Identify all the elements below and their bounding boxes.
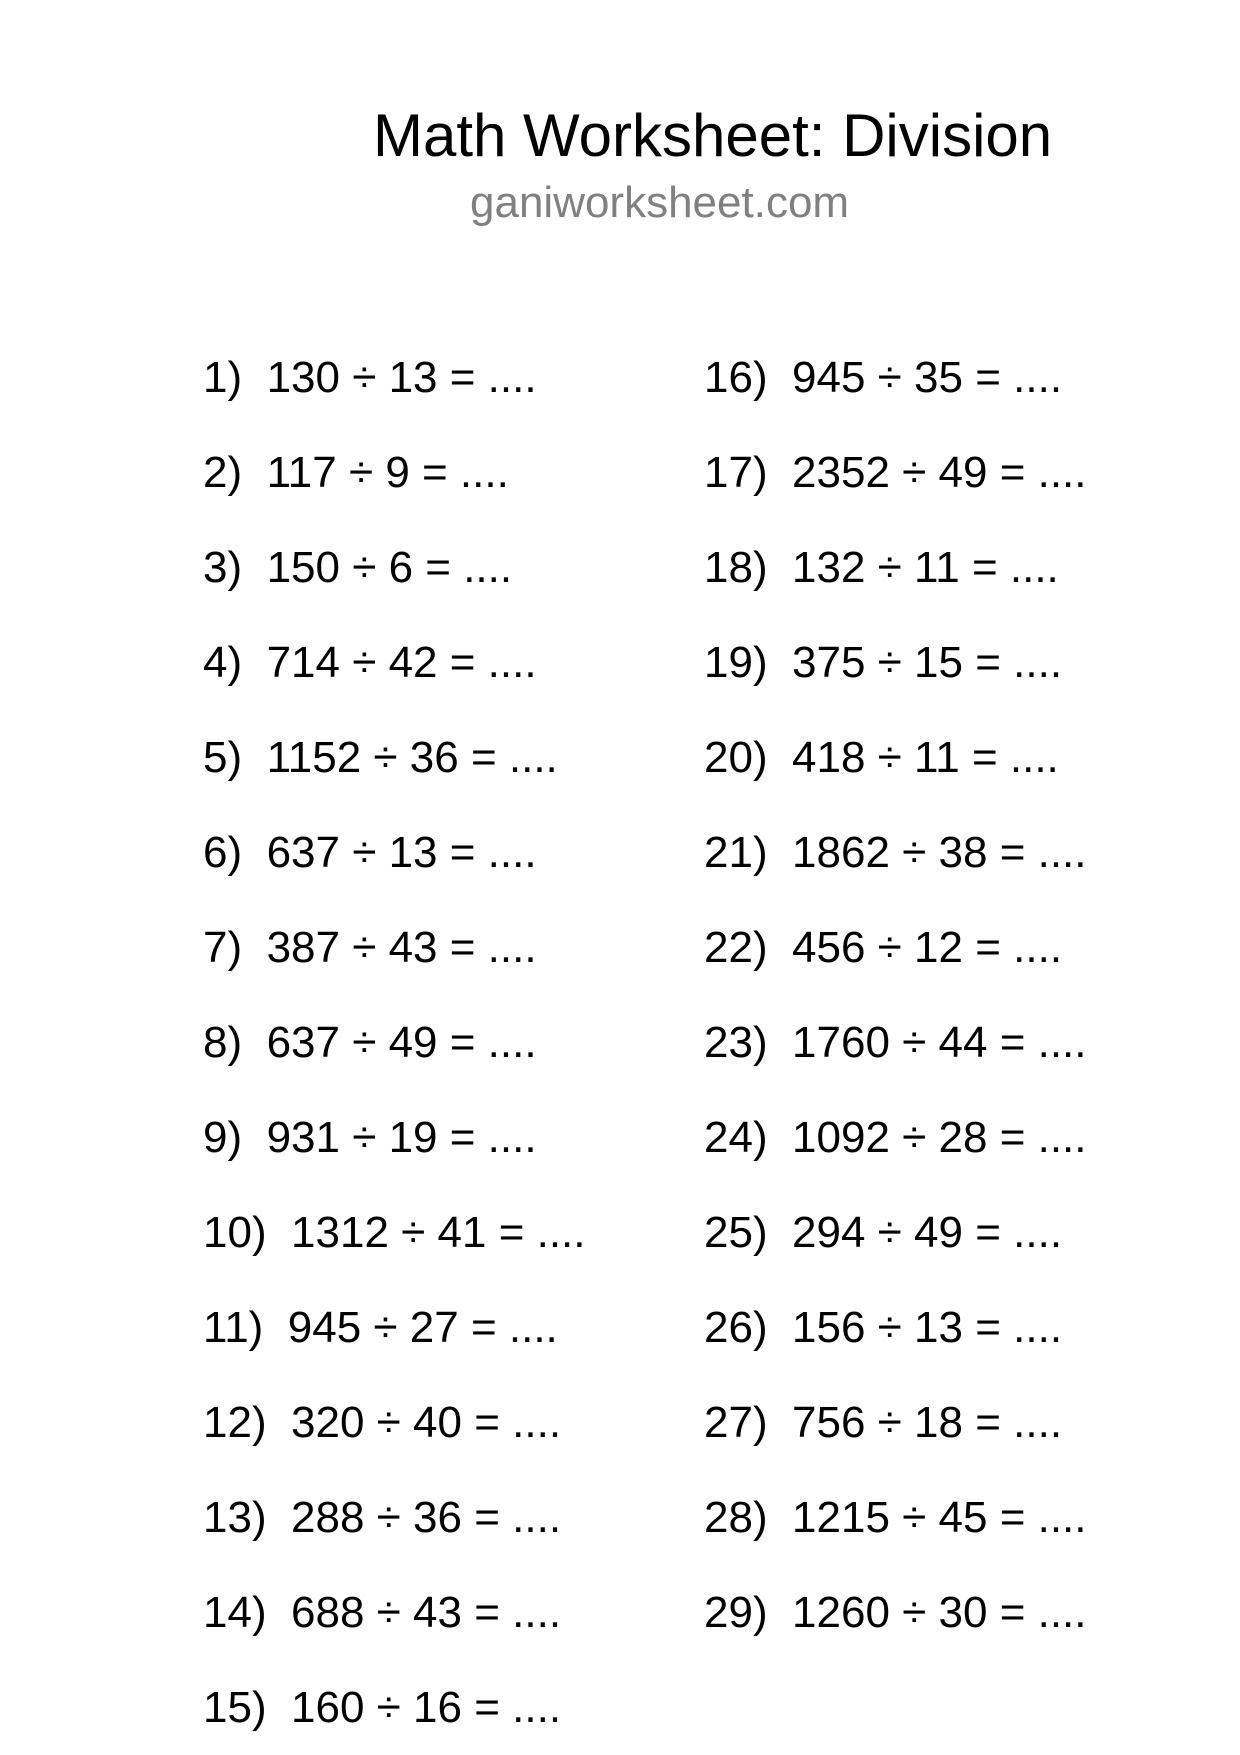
problem-1: 1) 130 ÷ 13 = .... — [203, 353, 537, 402]
problem-19: 19) 375 ÷ 15 = .... — [704, 638, 1063, 687]
problem-7: 7) 387 ÷ 43 = .... — [203, 923, 537, 972]
problem-9: 9) 931 ÷ 19 = .... — [203, 1113, 537, 1162]
problem-29: 29) 1260 ÷ 30 = .... — [704, 1588, 1087, 1637]
problem-22: 22) 456 ÷ 12 = .... — [704, 923, 1063, 972]
problem-8: 8) 637 ÷ 49 = .... — [203, 1018, 537, 1067]
problem-23: 23) 1760 ÷ 44 = .... — [704, 1018, 1087, 1067]
problem-column-left — [203, 330, 586, 1755]
problem-21: 21) 1862 ÷ 38 = .... — [704, 828, 1087, 877]
problem-24: 24) 1092 ÷ 28 = .... — [704, 1113, 1087, 1162]
problem-15: 15) 160 ÷ 16 = .... — [203, 1683, 562, 1732]
problem-6: 6) 637 ÷ 13 = .... — [203, 828, 537, 877]
problem-2: 2) 117 ÷ 9 = .... — [203, 448, 509, 497]
problem-11: 11) 945 ÷ 27 = .... — [203, 1303, 558, 1352]
problem-column-right — [704, 330, 1087, 1660]
problem-18: 18) 132 ÷ 11 = .... — [704, 543, 1059, 592]
problem-4: 4) 714 ÷ 42 = .... — [203, 638, 537, 687]
site-subtitle: ganiworksheet.com — [470, 178, 850, 227]
problem-13: 13) 288 ÷ 36 = .... — [203, 1493, 562, 1542]
problem-20: 20) 418 ÷ 11 = .... — [704, 733, 1059, 782]
problem-28: 28) 1215 ÷ 45 = .... — [704, 1493, 1087, 1542]
problem-25: 25) 294 ÷ 49 = .... — [704, 1208, 1063, 1257]
problem-14: 14) 688 ÷ 43 = .... — [203, 1588, 562, 1637]
problem-27: 27) 756 ÷ 18 = .... — [704, 1398, 1063, 1447]
problem-5: 5) 1152 ÷ 36 = .... — [203, 733, 558, 782]
problem-3: 3) 150 ÷ 6 = .... — [203, 543, 513, 592]
problem-12: 12) 320 ÷ 40 = .... — [203, 1398, 562, 1447]
problem-26: 26) 156 ÷ 13 = .... — [704, 1303, 1063, 1352]
page-title: Math Worksheet: Division — [373, 102, 1053, 169]
problem-16: 16) 945 ÷ 35 = .... — [704, 353, 1063, 402]
problem-10: 10) 1312 ÷ 41 = .... — [203, 1208, 586, 1257]
problem-17: 17) 2352 ÷ 49 = .... — [704, 448, 1087, 497]
